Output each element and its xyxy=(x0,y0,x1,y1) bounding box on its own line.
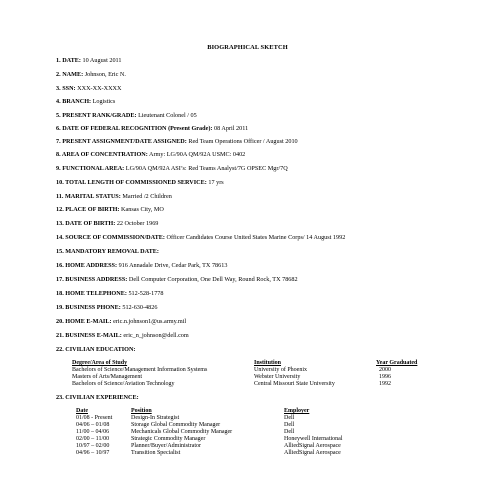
field-label: 6. DATE OF FEDERAL RECOGNITION (Present Grade): xyxy=(56,125,213,132)
field-value: Dell Computer Corporation, One Dell Way, Round Rock, TX 78682 xyxy=(128,276,298,283)
field-civilian-education xyxy=(56,347,135,353)
field-label: 23. CIVILIAN EXPERIENCE: xyxy=(56,394,139,401)
field-label: 5. PRESENT RANK/GRADE: xyxy=(56,112,137,119)
experience-date: 02/00 – 11/00 xyxy=(76,436,110,442)
field-label: 8. AREA OF CONCENTRATION: xyxy=(56,151,148,158)
education-degree: Bachelors of Science/Aviation Technology xyxy=(72,381,175,387)
education-header-institution: Institution xyxy=(254,360,282,366)
field-value: Lieutenant Colonel / 05 xyxy=(138,112,197,119)
field-value: 22 October 1969 xyxy=(116,220,159,227)
field-label: 22. CIVILIAN EDUCATION: xyxy=(56,346,136,353)
field-label: 21. BUSINESS E-MAIL: xyxy=(56,332,122,339)
field-value: Married /2 Children xyxy=(122,193,172,200)
field-functional-area xyxy=(56,166,288,172)
document-title: BIOGRAPHICAL SKETCH xyxy=(207,44,288,51)
field-value: Logistics xyxy=(92,98,116,105)
field-value: 916 Annadale Drive, Cedar Park, TX 78613 xyxy=(118,262,228,269)
field-present-assignment xyxy=(56,139,298,145)
experience-employer: Dell xyxy=(284,422,295,428)
field-value: 10 August 2011 xyxy=(82,57,122,64)
experience-employer: AlliedSignal Aerospace xyxy=(284,443,341,449)
experience-date: 11/00 – 04/06 xyxy=(76,429,110,435)
field-mandatory-removal-date xyxy=(56,249,159,255)
field-label: 14. SOURCE OF COMMISSION/DATE: xyxy=(56,234,165,241)
field-label: 15. MANDATORY REMOVAL DATE: xyxy=(56,248,159,255)
field-label: 17. BUSINESS ADDRESS: xyxy=(56,276,128,283)
experience-position: Storage Global Commodity Manager xyxy=(131,422,221,428)
field-date-of-birth xyxy=(56,221,158,227)
field-value: eric.n.johnson1@us.army.mil xyxy=(113,318,187,325)
experience-header-position: Position xyxy=(131,408,152,414)
field-name xyxy=(56,72,126,78)
experience-header-employer: Employer xyxy=(284,408,310,414)
experience-date: 01/08 - Present xyxy=(76,415,113,421)
field-label: 4. BRANCH: xyxy=(56,98,92,105)
education-header-year: Year Graduated xyxy=(376,360,418,366)
experience-position: Strategic Commodity Manager xyxy=(131,436,206,442)
experience-date: 04/96 – 10/97 xyxy=(76,450,110,456)
experience-employer: Honeywell International xyxy=(284,436,343,442)
experience-date: 04/06 – 01/08 xyxy=(76,422,110,428)
field-rank-grade xyxy=(56,113,197,119)
experience-position: Transition Specialist xyxy=(131,450,181,456)
field-value: Army: LG/90A QM/92A USMC: 0402 xyxy=(149,151,246,158)
education-year: 1992 xyxy=(379,381,391,387)
field-civilian-experience xyxy=(56,395,139,401)
field-home-email xyxy=(56,319,186,325)
experience-date: 10/97 – 02/00 xyxy=(76,443,110,449)
field-ssn xyxy=(56,86,122,92)
field-label: 3. SSN: xyxy=(56,85,76,92)
field-label: 18. HOME TELEPHONE: xyxy=(56,290,127,297)
education-institution: University of Phoenix xyxy=(254,367,307,373)
field-value: Red Team Operations Officer / August 2010 xyxy=(188,138,298,145)
experience-position: Planner/Buyer/Administrator xyxy=(131,443,201,449)
field-date xyxy=(56,58,122,64)
field-label: 11. MARITAL STATUS: xyxy=(56,193,121,200)
education-header-degree: Degree/Area of Study xyxy=(72,360,128,366)
field-label: 13. DATE OF BIRTH: xyxy=(56,220,116,227)
field-label: 2. NAME: xyxy=(56,71,84,78)
field-value: Officer Candidates Course United States Marine Corps/ 14 August 1992 xyxy=(166,234,346,241)
field-value: 512-528-1778 xyxy=(128,290,164,297)
education-degree: Masters of Arts/Management xyxy=(72,374,142,380)
field-business-phone xyxy=(56,305,157,311)
field-value: eric_n_johnson@dell.com xyxy=(123,332,189,339)
education-year: 1996 xyxy=(379,374,391,380)
education-degree: Bachelors of Science/Management Information Systems xyxy=(72,367,208,373)
field-marital-status xyxy=(56,194,172,200)
field-value: LG/90A QM/92A ASI’s: Red Teams Analyst/7G OPSEC Mgr/7Q xyxy=(125,165,288,172)
field-area-of-concentration xyxy=(56,152,245,158)
experience-employer: AlliedSignal Aerospace xyxy=(284,450,341,456)
field-label: 7. PRESENT ASSIGNMENT/DATE ASSIGNED: xyxy=(56,138,187,145)
experience-employer: Dell xyxy=(284,429,295,435)
experience-header-date: Date xyxy=(76,408,88,414)
field-branch xyxy=(56,99,115,105)
field-business-address xyxy=(56,277,298,283)
field-value: Johnson, Eric N. xyxy=(84,71,126,78)
experience-position: Mechanicals Global Commodity Manager xyxy=(131,429,233,435)
field-label: 10. TOTAL LENGTH OF COMMISSIONED SERVICE: xyxy=(56,179,207,186)
field-commissioned-service xyxy=(56,180,224,186)
field-business-email xyxy=(56,333,189,339)
education-institution: Central Missouri State University xyxy=(254,381,335,387)
field-federal-recognition xyxy=(56,126,248,132)
field-value: 08 April 2011 xyxy=(214,125,249,132)
field-place-of-birth xyxy=(56,207,164,213)
field-value: 17 yrs xyxy=(208,179,224,186)
field-label: 9. FUNCTIONAL AREA: xyxy=(56,165,125,172)
field-value: Kansas City, MO xyxy=(121,206,164,213)
field-home-address xyxy=(56,263,227,269)
field-label: 19. BUSINESS PHONE: xyxy=(56,304,121,311)
field-label: 20. HOME E-MAIL: xyxy=(56,318,112,325)
experience-employer: Dell xyxy=(284,415,295,421)
field-value: 512-630-4826 xyxy=(122,304,158,311)
field-value: XXX-XX-XXXX xyxy=(77,85,122,92)
field-label: 16. HOME ADDRESS: xyxy=(56,262,118,269)
field-source-of-commission xyxy=(56,235,345,241)
education-year: 2000 xyxy=(379,367,391,373)
experience-position: Design-In Strategist xyxy=(131,415,180,421)
education-institution: Webster University xyxy=(254,374,301,380)
field-label: 12. PLACE OF BIRTH: xyxy=(56,206,120,213)
field-home-telephone xyxy=(56,291,164,297)
field-label: 1. DATE: xyxy=(56,57,81,64)
